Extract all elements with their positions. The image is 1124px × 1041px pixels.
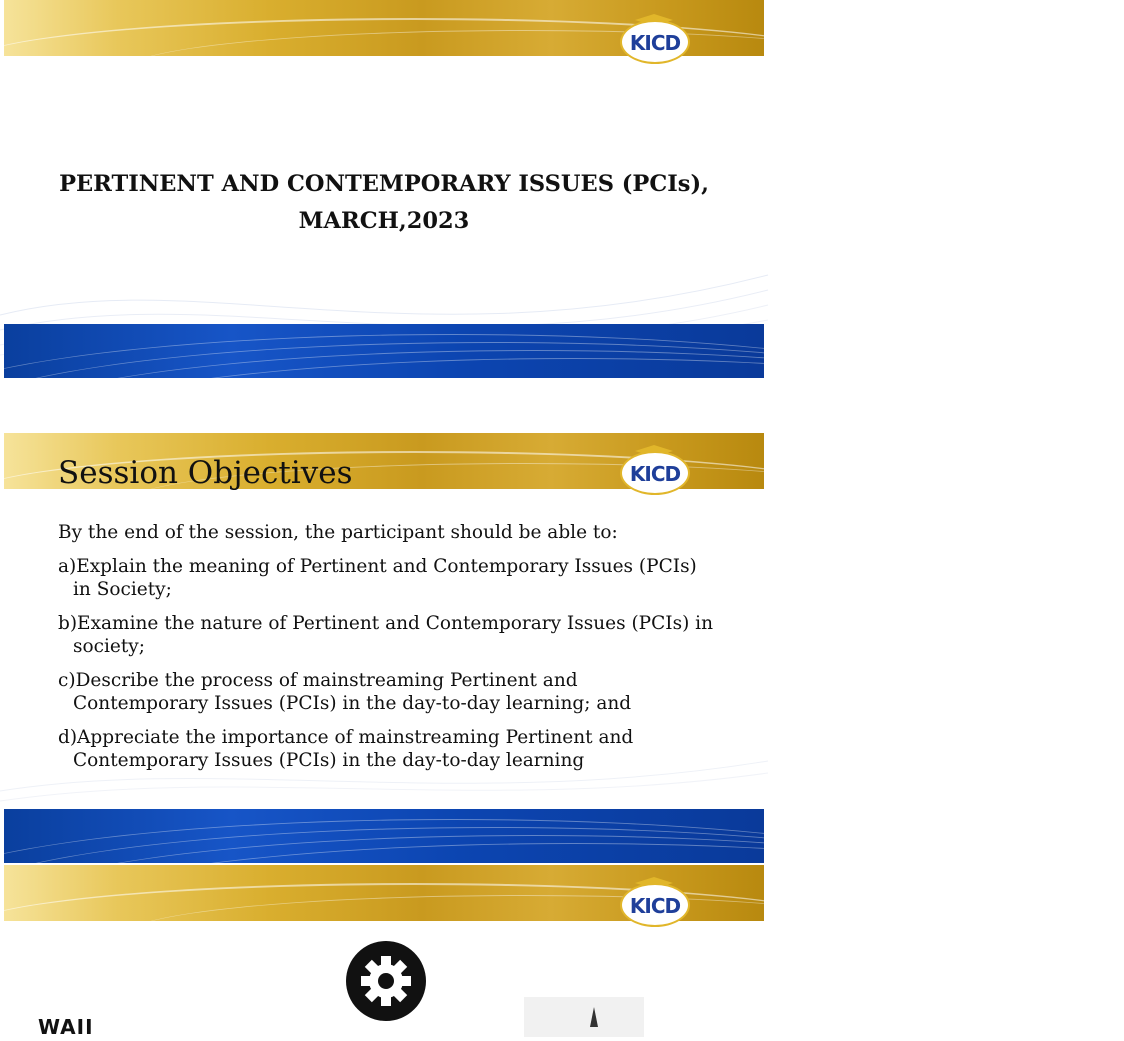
objective-item: d)Appreciate the importance of mainstreaming Pertinent and Contemporary Issues (PCIs) in the day-to-day learning	[58, 727, 634, 771]
blue-footer-band	[4, 324, 764, 378]
gear-icon	[346, 941, 426, 1021]
objectives-list	[58, 521, 718, 783]
gear-badge	[346, 941, 426, 1021]
title-line-1: PERTINENT AND CONTEMPORARY ISSUES (PCIs),	[59, 171, 709, 197]
kicd-logo	[620, 877, 692, 929]
objective-item: a)Explain the meaning of Pertinent and Contemporary Issues (PCIs) in Society;	[58, 556, 697, 600]
slide-title	[0, 166, 768, 240]
star-icon	[524, 997, 644, 1037]
title-slide	[0, 0, 768, 378]
objectives-intro: By the end of the session, the participant should be able to:	[58, 522, 618, 543]
blue-footer-band	[4, 809, 764, 863]
objective-item: c)Describe the process of mainstreaming Pertinent and Contemporary Issues (PCIs) in the day-to-day learning; and	[58, 670, 632, 714]
kicd-logo	[620, 14, 692, 66]
objective-item: b)Examine the nature of Pertinent and Contemporary Issues (PCIs) in society;	[58, 613, 714, 657]
logo-text: KICD	[629, 462, 681, 486]
title-line-2: MARCH,2023	[298, 208, 470, 234]
logo-text: KICD	[629, 31, 681, 55]
objectives-slide	[0, 433, 768, 863]
kicd-logo	[620, 445, 692, 497]
section-heading: Session Objectives	[58, 455, 353, 491]
next-slide	[0, 865, 768, 1039]
logo-text: KICD	[629, 894, 681, 918]
partial-image	[524, 997, 644, 1037]
partial-text: WAII	[38, 1015, 94, 1039]
